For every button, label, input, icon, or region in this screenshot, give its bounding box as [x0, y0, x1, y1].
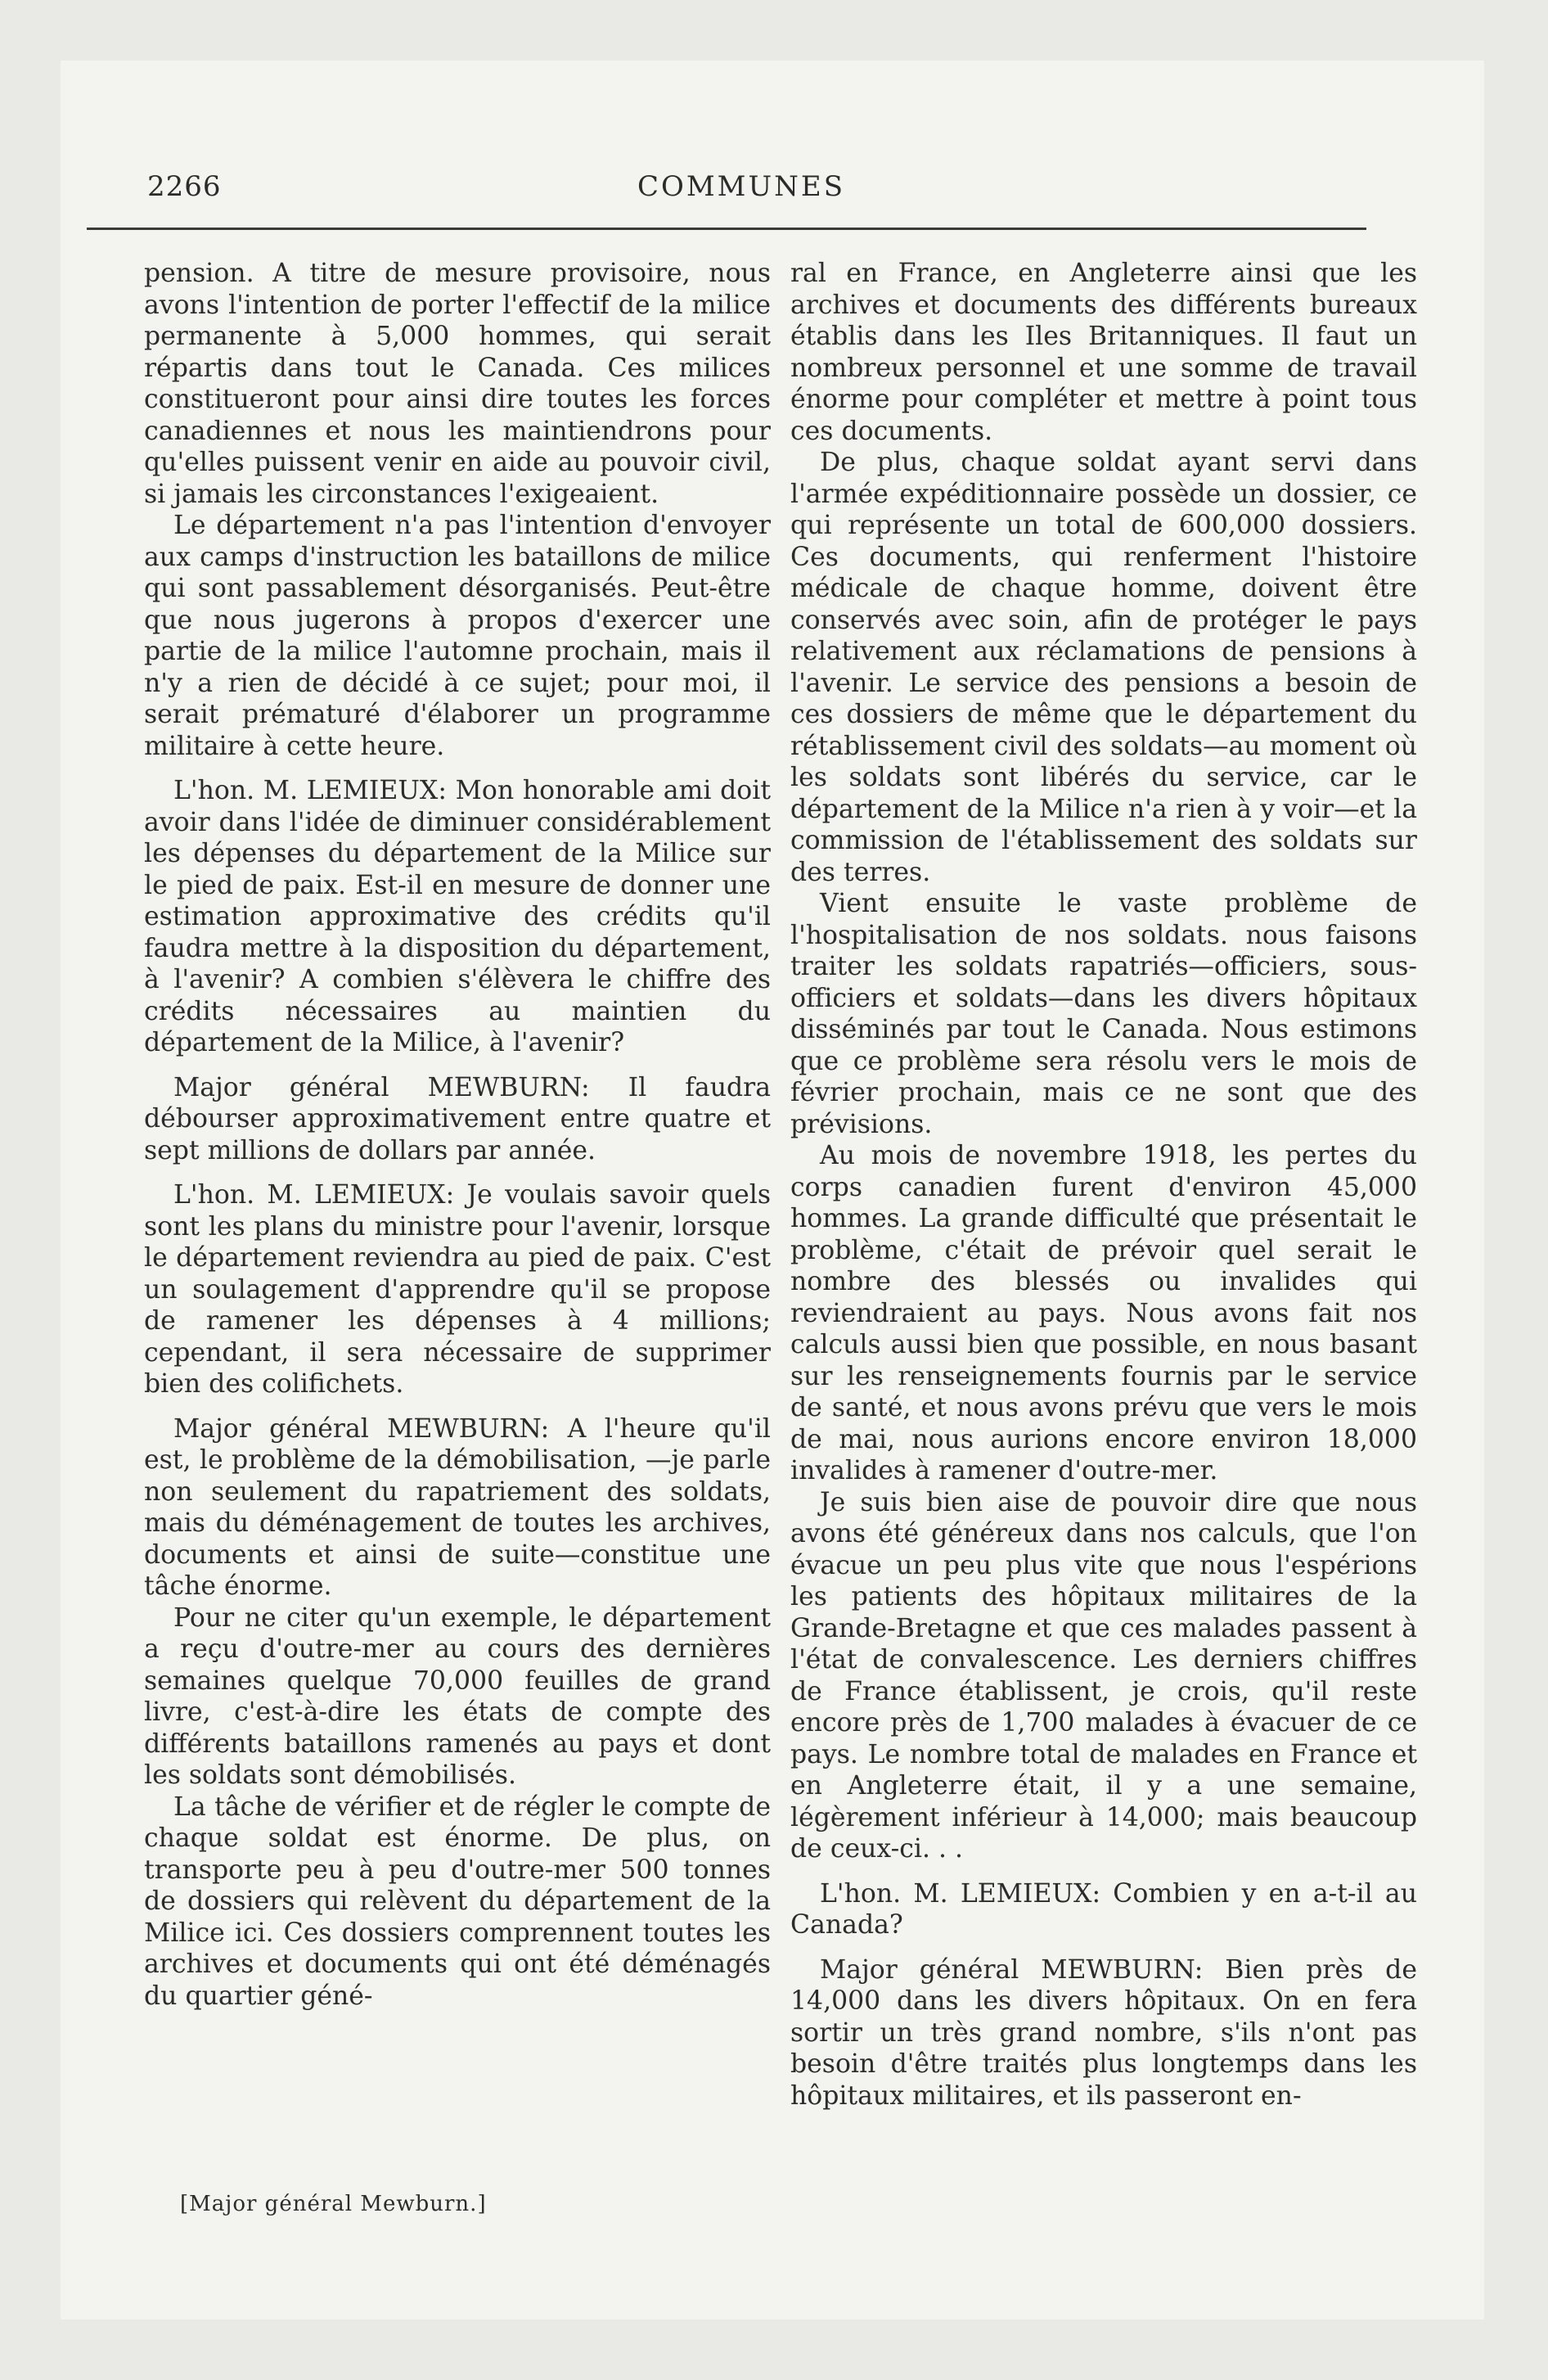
- page-number: 2266: [147, 170, 222, 203]
- paragraph: L'hon. M. LEMIEUX: Combien y en a-t-il au Canada?: [790, 1878, 1417, 1940]
- paragraph: Je suis bien aise de pouvoir dire que nous avons été généreux dans nos calculs, que l'on évacue un peu plus vite que nous l'espérions les patients des hôpitaux militaires de la Grande-Bretagne et que ces malades passent à l'état de convalescence. Les derniers chiffres de France établissent, je crois, qu'il reste encore près de 1,700 malades à évacuer de ce pays. Le nombre total de malades en France et en Angleterre était, il y a une semaine, légèrement inférieur à 14,000; mais beaucoup de ceux-ci. . .: [790, 1487, 1417, 1864]
- paragraph: Pour ne citer qu'un exemple, le département a reçu d'outre-mer au cours des dernières semaines quelque 70,000 feuilles de grand livre, c'est-à-dire les états de compte des différents bataillons ramenés au pays et dont les soldats sont démobilisés.: [144, 1602, 771, 1790]
- paragraph: Major général MEWBURN: A l'heure qu'il est, le problème de la démobilisation, —je parle non seulement du rapatriement des soldats, mais du déménagement de toutes les archives, documents et ainsi de suite—constitue une tâche énorme.: [144, 1413, 771, 1601]
- paragraph: La tâche de vérifier et de régler le compte de chaque soldat est énorme. De plus, on transporte peu à peu d'outre-mer 500 tonnes de dossiers qui relèvent du département de la Milice ici. Ces dossiers comprennent toutes les archives et documents qui ont été déménagés du quartier géné-: [144, 1792, 771, 2011]
- footnote: [Major général Mewburn.]: [180, 2192, 487, 2216]
- page-header: [87, 160, 1396, 210]
- paragraph: Major général MEWBURN: Il faudra débourser approximativement entre quatre et sept millions de dollars par année.: [144, 1072, 771, 1165]
- paragraph: Le département n'a pas l'intention d'envoyer aux camps d'instruction les bataillons de milice qui sont passablement désorganisés. Peut-être que nous jugerons à propos d'exercer une partie de la milice l'automne prochain, mais il n'y a rien de décidé à ce sujet; pour moi, il serait prématuré d'élaborer un programme militaire à cette heure.: [144, 511, 771, 761]
- paragraph: Major général MEWBURN: Bien près de 14,000 dans les divers hôpitaux. On en fera sortir un très grand nombre, s'ils n'ont pas besoin d'être traités plus longtemps dans les hôpitaux militaires, et ils passeront en-: [790, 1954, 1417, 2111]
- paragraph: L'hon. M. LEMIEUX: Je voulais savoir quels sont les plans du ministre pour l'avenir, lorsque le département reviendra au pied de paix. C'est un soulagement d'apprendre qu'il se propose de ramener les dépenses à 4 millions; cependant, il sera nécessaire de supprimer bien des colifichets.: [144, 1180, 771, 1399]
- paragraph: pension. A titre de mesure provisoire, nous avons l'intention de porter l'effectif de la milice permanente à 5,000 hommes, qui serait répartis dans tout le Canada. Ces milices constitueront pour ainsi dire toutes les forces canadiennes et nous les maintiendrons pour qu'elles puissent venir en aide au pouvoir civil, si jamais les circonstances l'exigeaient.: [144, 259, 771, 509]
- running-title: COMMUNES: [637, 170, 846, 203]
- paragraph: Au mois de novembre 1918, les pertes du corps canadien furent d'environ 45,000 hommes. La grande difficulté que présentait le problème, c'était de prévoir quel serait le nombre des blessés ou invalides qui reviendraient au pays. Nous avons fait nos calculs aussi bien que possible, en nous basant sur les renseignements fournis par le service de santé, et nous avons prévu que vers le mois de mai, nous aurions encore environ 18,000 invalides à ramener d'outre-mer.: [790, 1141, 1417, 1485]
- left-column: [144, 258, 771, 2012]
- paragraph: ral en France, en Angleterre ainsi que les archives et documents des différents bureaux établis dans les Iles Britanniques. Il faut un nombreux personnel et une somme de travail énorme pour compléter et mettre à point tous ces documents.: [790, 259, 1417, 446]
- right-column: [790, 258, 1417, 2112]
- paragraph: Vient ensuite le vaste problème de l'hospitalisation de nos soldats. nous faisons traiter les soldats rapatriés—officiers, sous-officiers et soldats—dans les divers hôpitaux disséminés par tout le Canada. Nous estimons que ce problème sera résolu vers le mois de février prochain, mais ce ne sont que des prévisions.: [790, 889, 1417, 1139]
- paragraph: De plus, chaque soldat ayant servi dans l'armée expéditionnaire possède un dossier, ce qui représente un total de 600,000 dossiers. Ces documents, qui renferment l'histoire médicale de chaque homme, doivent être conservés avec soin, afin de protéger le pays relativement aux réclamations de pensions à l'avenir. Le service des pensions a besoin de ces dossiers de même que le département du rétablissement civil des soldats—au moment où les soldats sont libérés du service, car le département de la Milice n'a rien à y voir—et la commission de l'établissement des soldats sur des terres.: [790, 448, 1417, 887]
- header-rule: [87, 228, 1366, 230]
- paragraph: L'hon. M. LEMIEUX: Mon honorable ami doit avoir dans l'idée de diminuer considérablement les dépenses du département de la Milice sur le pied de paix. Est-il en mesure de donner une estimation approximative des crédits qu'il faudra mettre à la disposition du département, à l'avenir? A combien s'élèvera le chiffre des crédits nécessaires au maintien du département de la Milice, à l'avenir?: [144, 776, 771, 1057]
